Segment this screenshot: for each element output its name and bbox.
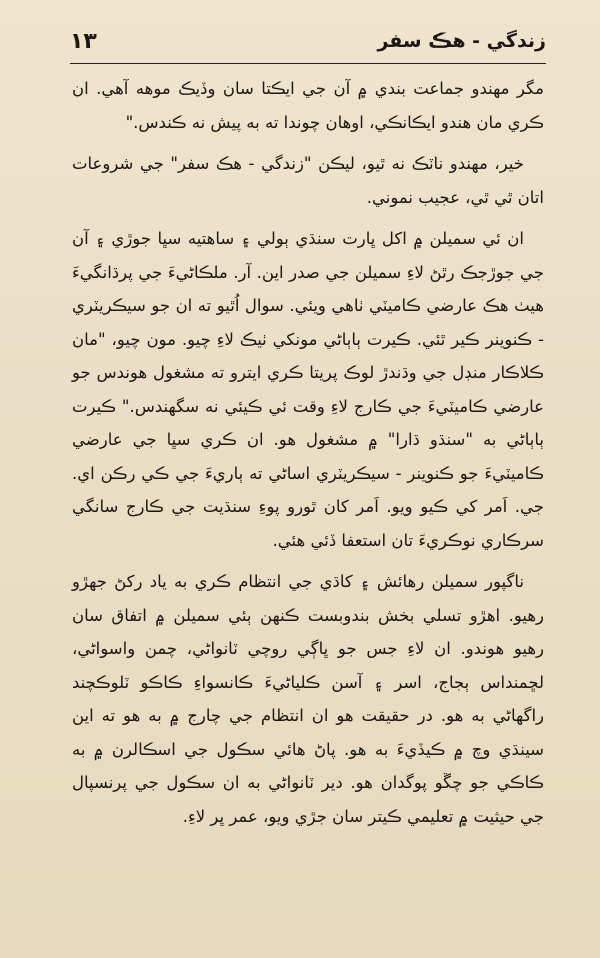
- running-header: [70, 24, 546, 58]
- paragraph-1: مگر مهندو جماعت بندي ۾ آن جي ايڪتا سان وڏيڪ موهه آهي. ان ڪري مان هندو ايڪانڪي، اوهان چوندا ته به پيش نه ڪندس.": [72, 79, 544, 132]
- header-rule: [70, 63, 546, 64]
- paragraph-4: ناگپور سميلن رهائش ۽ کاڌي جي انتظام ڪري به ياد رکڻ جهڙو رهيو. اهڙو تسلي بخش بندوبست ڪنهن ٻئي سميلن ۾ اتفاق سان رهيو هوندو. ان لاءِ جس جو ڀاڳي روچي ٽانواڻي، چمن واسواڻي، لڇمنداس ٻجاج، اسر ۽ آسن ڪلياڻيءَ ڪانسواءِ ڪاڪو ٽلوڪچند راگهاڻي به هو. در حقيقت هو ان انتظام جي چارج ۾ به هو ته اين سينڌي وچ ۾ ڪيڏيءَ به هو. پاڻ هائي سڪول جي اسڪالرن ۾ به ڪاڪي جو چڱو پوگدان هو. دير ٽانواڻي به ان سڪول جي پرنسپال جي حيثيت ۾ تعليمي ڪيتر سان جڙي ويو، عمر ڀر لاءِ.: [72, 572, 544, 826]
- paragraph-2: خير، مهندو ناٽڪ نه ٿيو، ليڪن "زندگي - هڪ سفر" جي شروعات اتان ٿي ٿي، عجيب نموني.: [72, 154, 544, 207]
- running-title: زندگي - هڪ سفر: [377, 30, 546, 52]
- page-number: ١٣: [70, 28, 97, 54]
- body-text: [72, 72, 544, 833]
- paragraph-3: ان ئي سميلن ۾ اکل ڀارت سنڌي ٻولي ۽ ساهتيه سڀا جوڙي ۽ آن جي جوڙجڪ رٿڻ لاءِ سميلن جي صدر اين. آر. ملڪاڻيءَ جي پرڌانگيءَ هيٺ هڪ عارضي ڪاميٽي ٺاهي ويئي. سوال اُٿيو ته ان جو سيڪريٽري - ڪنوينر ڪير ٿئي. ڪيرت ٻاٻاڻي مونکي ٺيڪ لاءِ چيو. مون چيو، "مان ڪلاڪار منڊل جي وڌندڙ لوڪ پريتا ڪري ايترو ته مشغول هوندس جو عارضي ڪاميٽيءَ جي ڪارج لاءِ وقت ئي ڪيئي نه سگهندس." ڪيرت ٻاٻاڻي به "سنڌو ڌارا" ۾ مشغول هو. ان ڪري سڀا جي عارضي ڪاميٽيءَ جو ڪنوينر - سيڪريٽري اساڻي ته ٻاريءَ جي ڪي رڪن اي. جي. اَمر کي ڪيو ويو. اَمر کان ٿورو پوءِ سنڌيت جي ڪارج سانگي سرڪاري نوڪريءَ تان استعفا ڏئي هئي.: [72, 229, 544, 550]
